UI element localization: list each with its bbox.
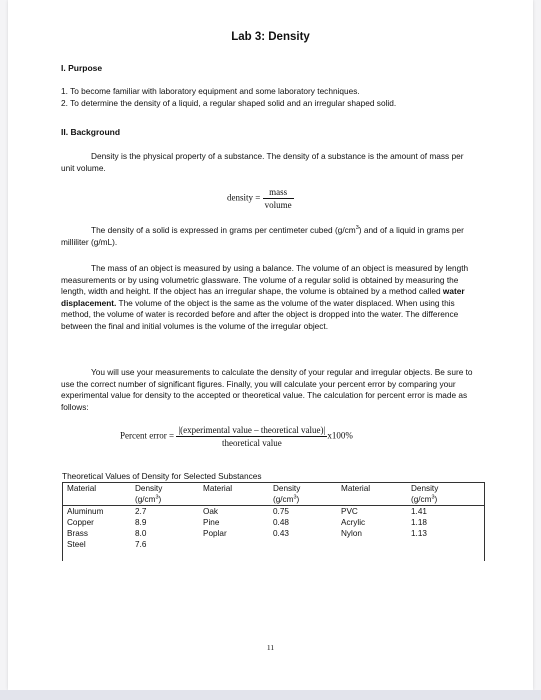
unit-text-a: (g/cm (135, 495, 156, 504)
percent-denominator: theoretical value (176, 436, 327, 448)
table-cell: 0.43 (273, 529, 289, 538)
density-table-frame (62, 482, 485, 561)
table-cell: Pine (203, 518, 220, 527)
unit-text-b: ) (434, 495, 438, 504)
purpose-item: 1. To become familiar with laboratory equipment and some laboratory techniques. (61, 86, 360, 96)
table-caption: Theoretical Values of Density for Selected Substances (62, 471, 262, 481)
table-cell: PVC (341, 507, 358, 516)
page-number: 11 (266, 643, 275, 652)
table-cell: 1.13 (411, 529, 427, 538)
p3-text-b: The volume of the object is the same as the volume of the water displaced. When using this method, the volume of water is recorded before and after the object is dropped into the water. The difference between the final and initial volumes is the volume of the irregular object. (61, 297, 459, 331)
p2-text-a: The density of a solid is expressed in grams per centimeter cubed (g/cm (91, 225, 356, 235)
density-formula (227, 187, 294, 210)
purpose-heading: I. Purpose (61, 63, 103, 73)
table-cell (407, 539, 484, 550)
table-cell: 8.9 (135, 518, 147, 527)
header-unit (411, 495, 437, 504)
document-page (8, 0, 533, 690)
table-cell: Brass (67, 529, 88, 538)
page-title: Lab 3: Density (231, 31, 310, 43)
table-cell: Nylon (341, 529, 362, 538)
header-material: Material (67, 484, 97, 493)
background-paragraph-3 (61, 263, 481, 333)
header-density-label: Density (411, 484, 439, 493)
purpose-item: 2. To determine the density of a liquid, a regular shaped solid and an irregular shaped solid. (61, 98, 397, 108)
header-density (407, 483, 484, 506)
header-unit (273, 495, 299, 504)
unit-text-b: ) (296, 495, 300, 504)
unit-superscript: 3 (293, 494, 297, 501)
table-row (63, 539, 484, 550)
header-unit (135, 495, 161, 504)
table-cell (199, 539, 269, 550)
table-row (63, 528, 484, 539)
table-cell: 1.18 (411, 518, 427, 527)
unit-superscript: 3 (155, 494, 159, 501)
table-cell: 1.41 (411, 507, 427, 516)
table-cell: Acrylic (341, 518, 366, 527)
percent-formula-lhs: Percent error = (120, 430, 175, 441)
table-header-row (63, 483, 484, 506)
density-numerator: mass (269, 187, 288, 197)
table-cell: Copper (67, 518, 94, 527)
p2-superscript: 3 (355, 225, 359, 232)
density-formula-lhs: density = (227, 192, 261, 203)
table-row (63, 517, 484, 528)
density-table-wrap (63, 483, 484, 550)
p2-text-b: ) and of a liquid in grams per milliliter (g/mL). (61, 225, 464, 247)
table-cell: Steel (67, 540, 86, 549)
unit-superscript: 3 (431, 494, 435, 501)
table-cell: Aluminum (67, 507, 104, 516)
table-cell: 0.75 (273, 507, 289, 516)
viewer-bottom-bar (0, 690, 541, 700)
table-row (63, 506, 484, 518)
background-paragraph-4: You will use your measurements to calculate the density of your regular and irregular objects. Be sure to use the correct number of significant figures. Finally, you will calculate your percent error by comparing your experimental value for density to the accepted or theoretical value. The calculation for percent error is made as follows: (61, 367, 473, 412)
table-cell: 8.0 (135, 529, 147, 538)
p3-text-a: The mass of an object is measured by using a balance. The volume of an object is measured by length measurements or by using volumetric glassware. The volume of a regular solid is obtained by measuring the length, width and height. If the object has an irregular shape, the volume is obtained by a method called (61, 263, 469, 297)
table-cell (269, 539, 337, 550)
percent-fraction (176, 425, 327, 448)
header-density (131, 483, 199, 506)
unit-text-b: ) (158, 495, 162, 504)
background-paragraph-2 (61, 225, 481, 248)
unit-text-a: (g/cm (273, 495, 294, 504)
unit-text-a: (g/cm (411, 495, 432, 504)
table-cell: 2.7 (135, 507, 147, 516)
density-table (63, 483, 484, 550)
header-density (269, 483, 337, 506)
header-density-label: Density (273, 484, 301, 493)
table-cell (337, 539, 407, 550)
header-material: Material (341, 484, 371, 493)
percent-formula-suffix: x100% (327, 430, 353, 441)
table-cell: 7.6 (135, 540, 147, 549)
percent-numerator: |(experimental value – theoretical value)| (178, 425, 326, 435)
header-material: Material (203, 484, 233, 493)
background-heading: II. Background (61, 127, 121, 137)
density-fraction (263, 187, 294, 210)
table-cell: 0.48 (273, 518, 289, 527)
density-denominator: volume (264, 200, 292, 210)
header-density-label: Density (135, 484, 163, 493)
table-cell: Oak (203, 507, 219, 516)
percent-error-formula (120, 425, 353, 448)
background-paragraph-1: Density is the physical property of a substance. The density of a substance is the amount of mass per unit volume. (61, 151, 464, 173)
p3-bold-term: water displacement. (61, 286, 465, 308)
table-cell: Poplar (203, 529, 227, 538)
